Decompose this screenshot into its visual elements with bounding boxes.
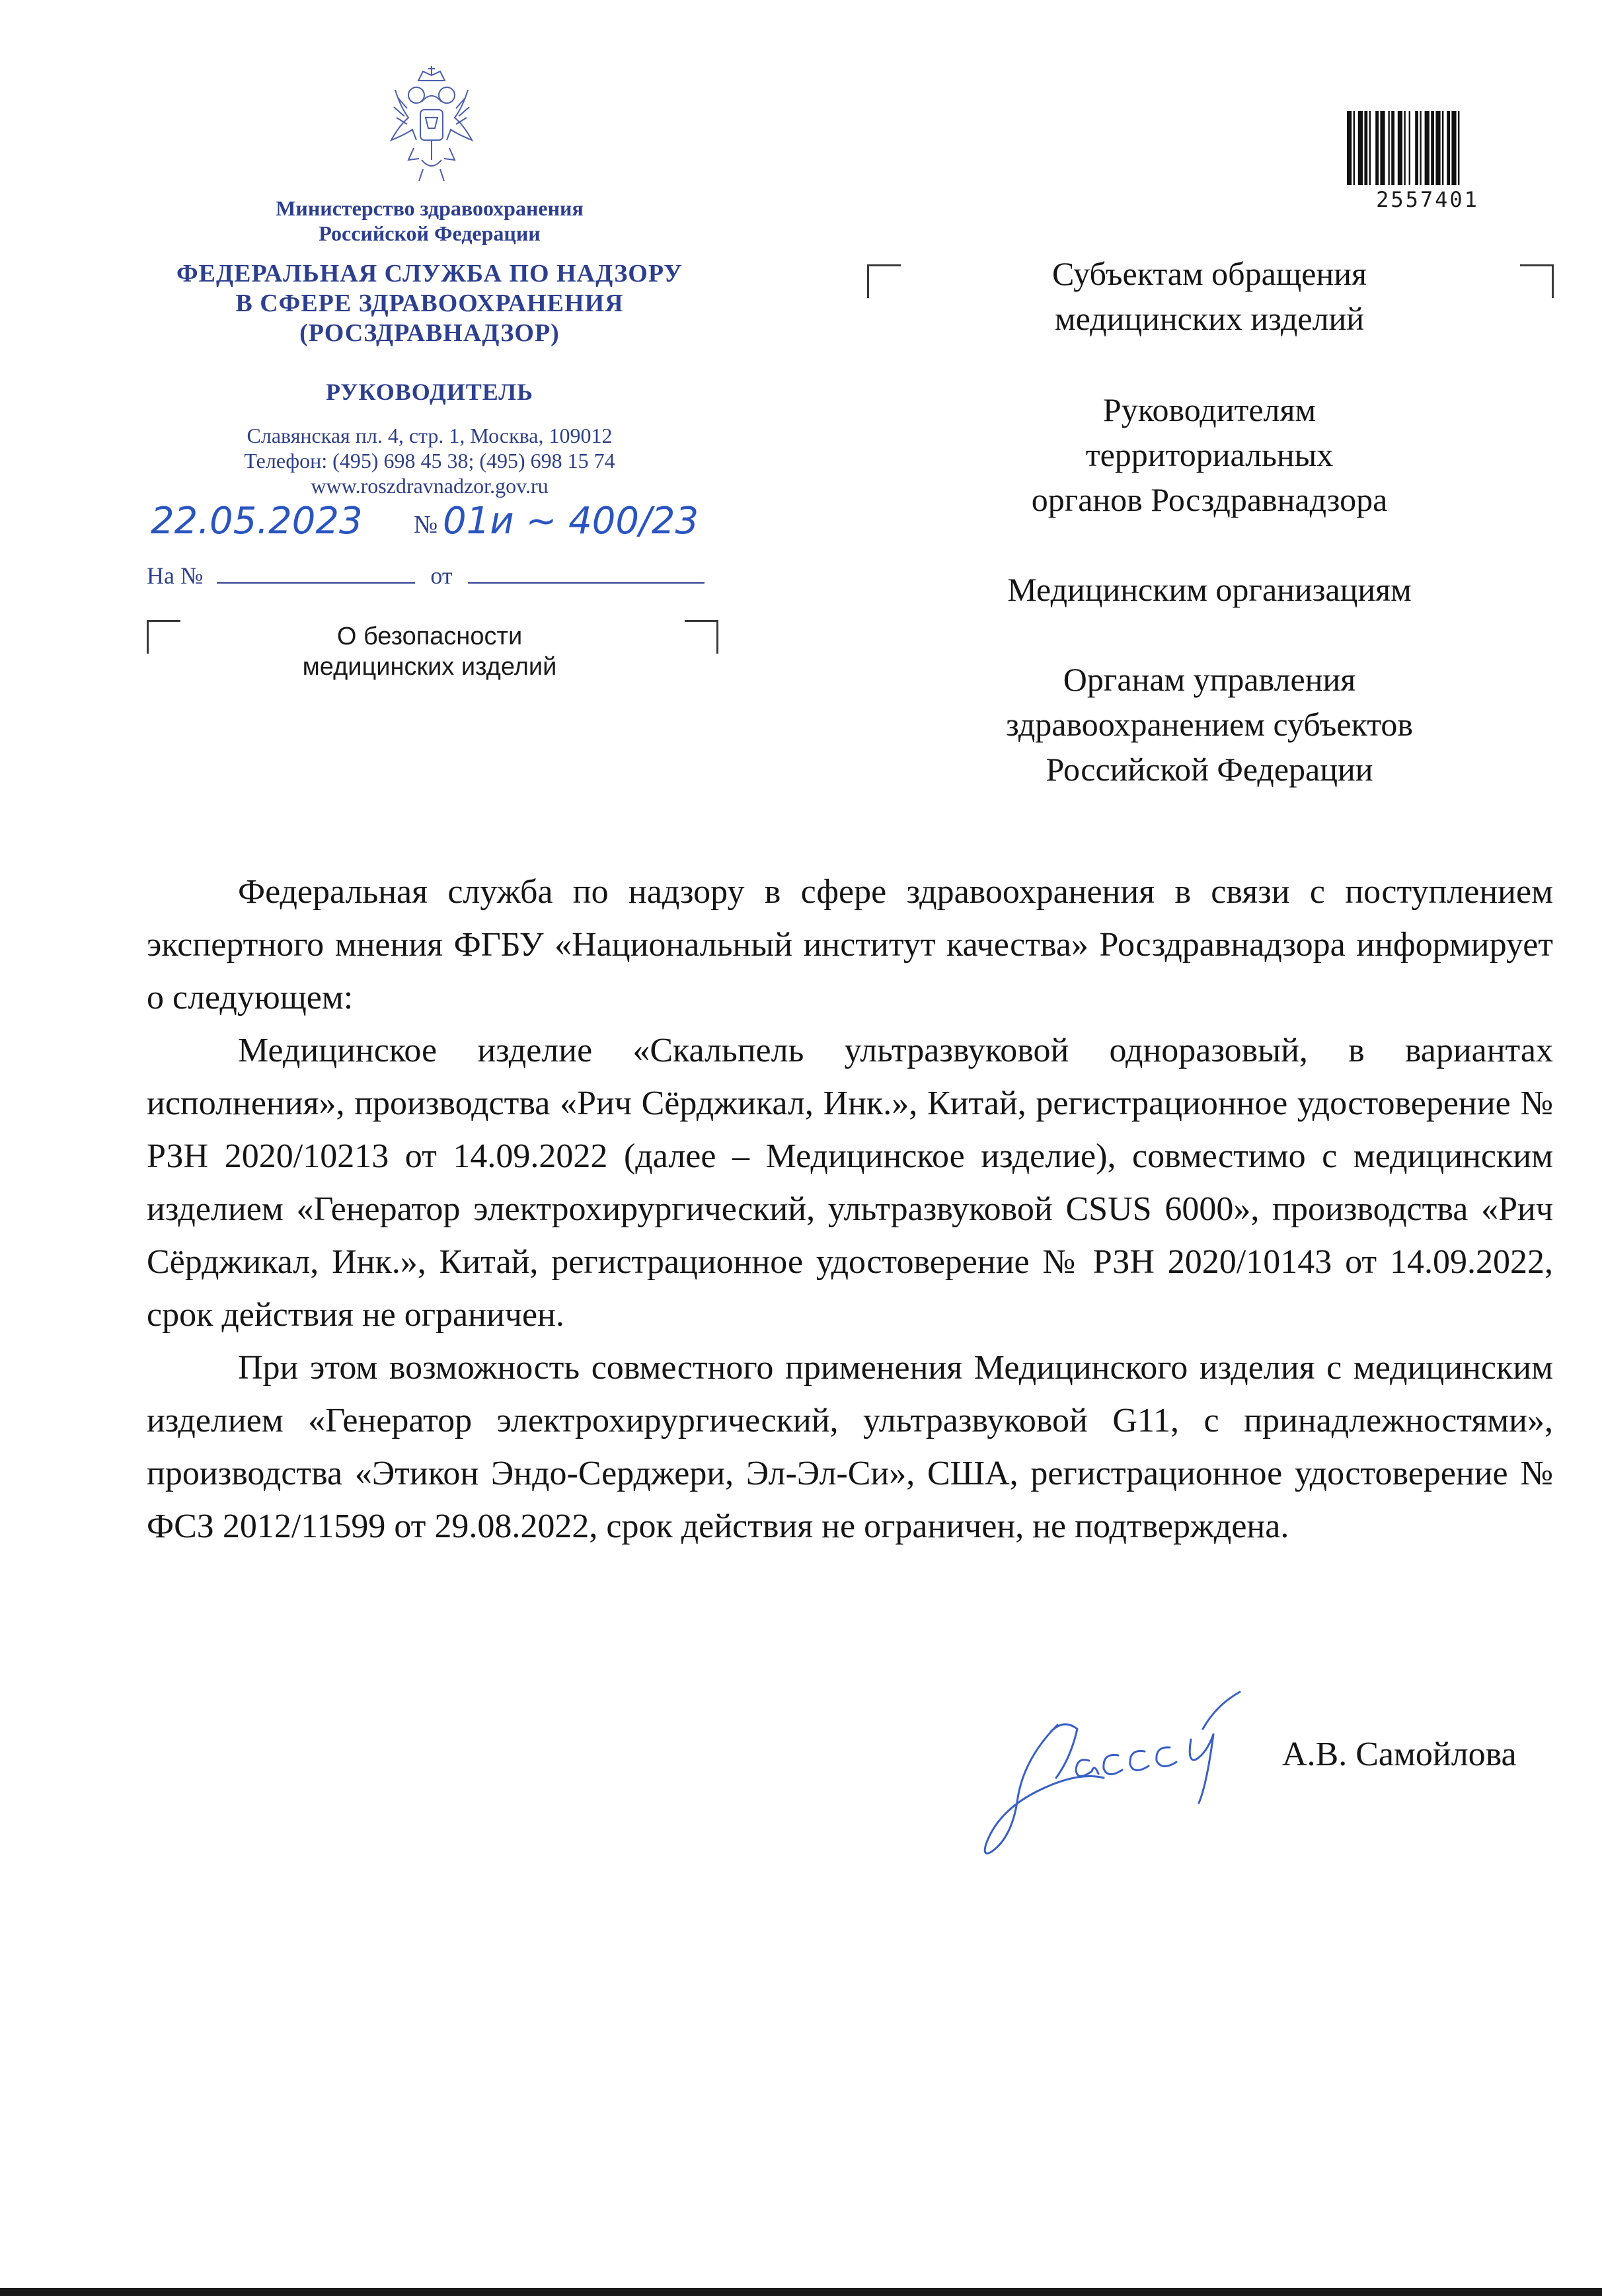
barcode-bar: [1447, 111, 1450, 185]
barcode-bar: [1425, 111, 1430, 185]
barcode-bar: [1347, 111, 1352, 185]
from-label: от: [430, 562, 453, 589]
subject-line: О безопасности: [336, 623, 523, 650]
addressee-block: [879, 387, 1540, 522]
website: www.roszdravnadzor.gov.ru: [311, 474, 549, 498]
reply-reference-row: [147, 562, 705, 590]
contacts: [132, 423, 727, 498]
registration-row: [151, 500, 812, 553]
body-paragraph: Федеральная служба по надзору в сфере здравоохранения в связи с поступлением экспертного мнения ФГБУ «Национальный институт качества» Росздравнадзора информирует о следующем:: [147, 873, 1553, 1016]
phone: Телефон: (495) 698 45 38; (495) 698 15 74: [244, 449, 615, 473]
barcode-bar: [1388, 111, 1389, 185]
address: Славянская пл. 4, стр. 1, Москва, 109012: [247, 424, 613, 447]
ministry-name: [132, 196, 727, 246]
ministry-line: Российской Федерации: [319, 221, 541, 245]
body-paragraph: Медицинское изделие «Скальпель ультразвуковой одноразовый, в вариантах исполнения», производства «Рич Сёрджикал, Инк.», Китай, регистрационное удостоверение № РЗН 2020/10213 от 14.09.2022 (далее – Медицинское изделие), совместимо с медицинским изделием «Генератор электрохирургический, ультразвуковой CSUS 6000», производства «Рич Сёрджикал, Инк.», Китай, регистрационное удостоверение № РЗН 2020/10143 от 14.09.2022, срок действия не ограничен.: [147, 1032, 1553, 1334]
signer-name: А.В. Самойлова: [1282, 1736, 1517, 1773]
service-line: (РОСЗДРАВНАДЗОР): [299, 319, 560, 347]
service-name: [132, 259, 727, 348]
letter-body: [147, 866, 1553, 1553]
barcode-bar: [1369, 111, 1371, 185]
number-sign: №: [414, 511, 438, 539]
barcode-bar: [1458, 111, 1459, 185]
addressee-block: [879, 657, 1540, 792]
reply-date-blank: [468, 564, 705, 584]
service-line: В СФЕРЕ ЗДРАВООХРАНЕНИЯ: [235, 289, 624, 317]
barcode-bar: [1442, 111, 1443, 185]
barcode-bar: [1364, 111, 1367, 185]
addressee-line: медицинских изделий: [1054, 300, 1365, 337]
addressee-line: Субъектам обращения: [1052, 255, 1367, 292]
addressee-line: Российской Федерации: [1046, 751, 1373, 788]
reply-to-label: На №: [147, 562, 204, 589]
handwritten-date: 22.05.2023: [151, 500, 363, 543]
subject: [198, 621, 661, 682]
barcode-number: 2557401: [1376, 187, 1479, 212]
ministry-line: Министерство здравоохранения: [276, 196, 584, 220]
barcode-bar: [1409, 111, 1410, 185]
addressee-line: территориальных: [1085, 436, 1334, 473]
barcode-bar: [1404, 111, 1405, 185]
barcode-bar: [1451, 111, 1456, 185]
addressee-block: [879, 251, 1540, 341]
body-paragraph: При этом возможность совместного применения Медицинского изделия с медицинским изделием «Генератор электрохирургический, ультразвуковой G11, с принадлежностями», производства «Этикон Эндо-Серджери, Эл-Эл-Си», США, регистрационное удостоверение № ФСЗ 2012/11599 от 29.08.2022, срок действия не ограничен, не подтверждена.: [147, 1349, 1553, 1545]
barcode-bar: [1420, 111, 1421, 185]
addressee-line: Органам управления: [1063, 661, 1356, 698]
barcode-bar: [1380, 111, 1385, 185]
addressee-line: органов Росздравнадзора: [1031, 481, 1388, 518]
reply-number-blank: [217, 564, 415, 584]
addressee-line: Руководителям: [1102, 391, 1316, 428]
handwritten-number: 01и ~ 400/23: [443, 500, 699, 543]
barcode-bar: [1391, 111, 1394, 185]
barcode-bar: [1415, 111, 1418, 185]
subject-line: медицинских изделий: [302, 653, 557, 681]
head-title: РУКОВОДИТЕЛЬ: [326, 379, 533, 405]
addressee-block: [879, 567, 1540, 612]
scan-bottom-edge: [0, 2288, 1602, 2296]
russian-coat-of-arms-icon: [382, 61, 481, 190]
handwritten-signature: [978, 1679, 1309, 1857]
barcode-bar: [1375, 111, 1379, 185]
addressee-line: Медицинским организациям: [1007, 571, 1412, 608]
barcode-bar: [1354, 111, 1355, 185]
barcode-bar: [1398, 111, 1402, 185]
barcode-bar: [1358, 111, 1363, 185]
addressee-line: здравоохранением субъектов: [1005, 706, 1414, 743]
service-line: ФЕДЕРАЛЬНАЯ СЛУЖБА ПО НАДЗОРУ: [176, 260, 683, 287]
barcode-bar: [1431, 111, 1434, 185]
subject-corner-left: [147, 620, 180, 654]
barcode-bar: [1435, 111, 1440, 185]
barcode: [1346, 111, 1509, 185]
subject-corner-right: [685, 620, 718, 654]
